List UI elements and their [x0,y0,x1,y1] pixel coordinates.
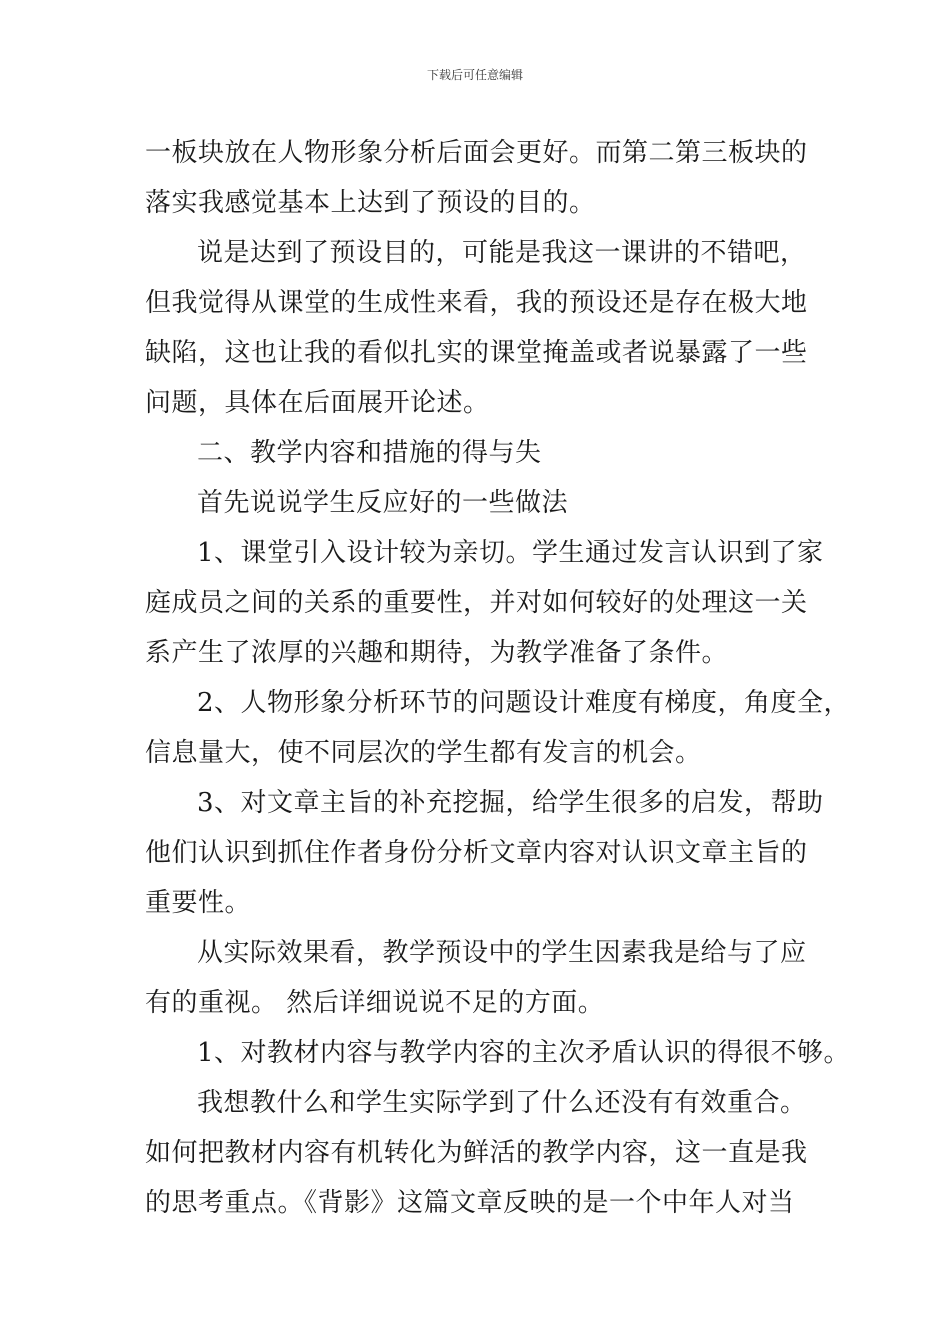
text-line: 3、对文章主旨的补充挖掘，给学生很多的启发，帮助 [197,788,824,818]
text-line: 我想教什么和学生实际学到了什么还没有有效重合。 [197,1088,807,1118]
text-line: 信息量大，使不同层次的学生都有发言的机会。 [145,738,702,768]
text-line: 如何把教材内容有机转化为鲜活的教学内容，这一直是我 [145,1138,808,1168]
page-header: 下载后可任意编辑 [426,68,523,82]
text-line: 1、课堂引入设计较为亲切。学生通过发言认识到了家 [197,538,824,568]
text-line: 的思考重点。《背影》这篇文章反映的是一个中年人对当 [145,1188,795,1218]
text-line: 1、对教材内容与教学内容的主次矛盾认识的得很不够。 [197,1038,851,1068]
text-line: 系产生了浓厚的兴趣和期待，为教学准备了条件。 [145,638,729,668]
text-line: 首先说说学生反应好的一些做法 [197,488,569,518]
text-line: 2、人物形象分析环节的问题设计难度有梯度，角度全， [197,688,851,718]
text-line: 从实际效果看，教学预设中的学生因素我是给与了应 [197,938,807,968]
text-line: 落实我感觉基本上达到了预设的目的。 [145,188,596,218]
text-line: 重要性。 [145,888,252,918]
body-text [145,128,851,1228]
text-line: 缺陷，这也让我的看似扎实的课堂掩盖或者说暴露了一些 [145,338,808,368]
text-line: 庭成员之间的关系的重要性，并对如何较好的处理这一关 [145,588,808,618]
text-line: 他们认识到抓住作者身份分析文章内容对认识文章主旨的 [145,838,808,868]
text-line: 说是达到了预设目的，可能是我这一课讲的不错吧， [197,238,807,268]
text-line: 问题，具体在后面展开论述。 [145,388,490,418]
text-line: 二、教学内容和措施的得与失 [197,438,542,468]
text-line: 一板块放在人物形象分析后面会更好。而第二第三板块的 [145,138,808,168]
text-line: 有的重视。 然后详细说说不足的方面。 [145,988,605,1018]
text-line: 但我觉得从课堂的生成性来看，我的预设还是存在极大地 [145,288,808,318]
